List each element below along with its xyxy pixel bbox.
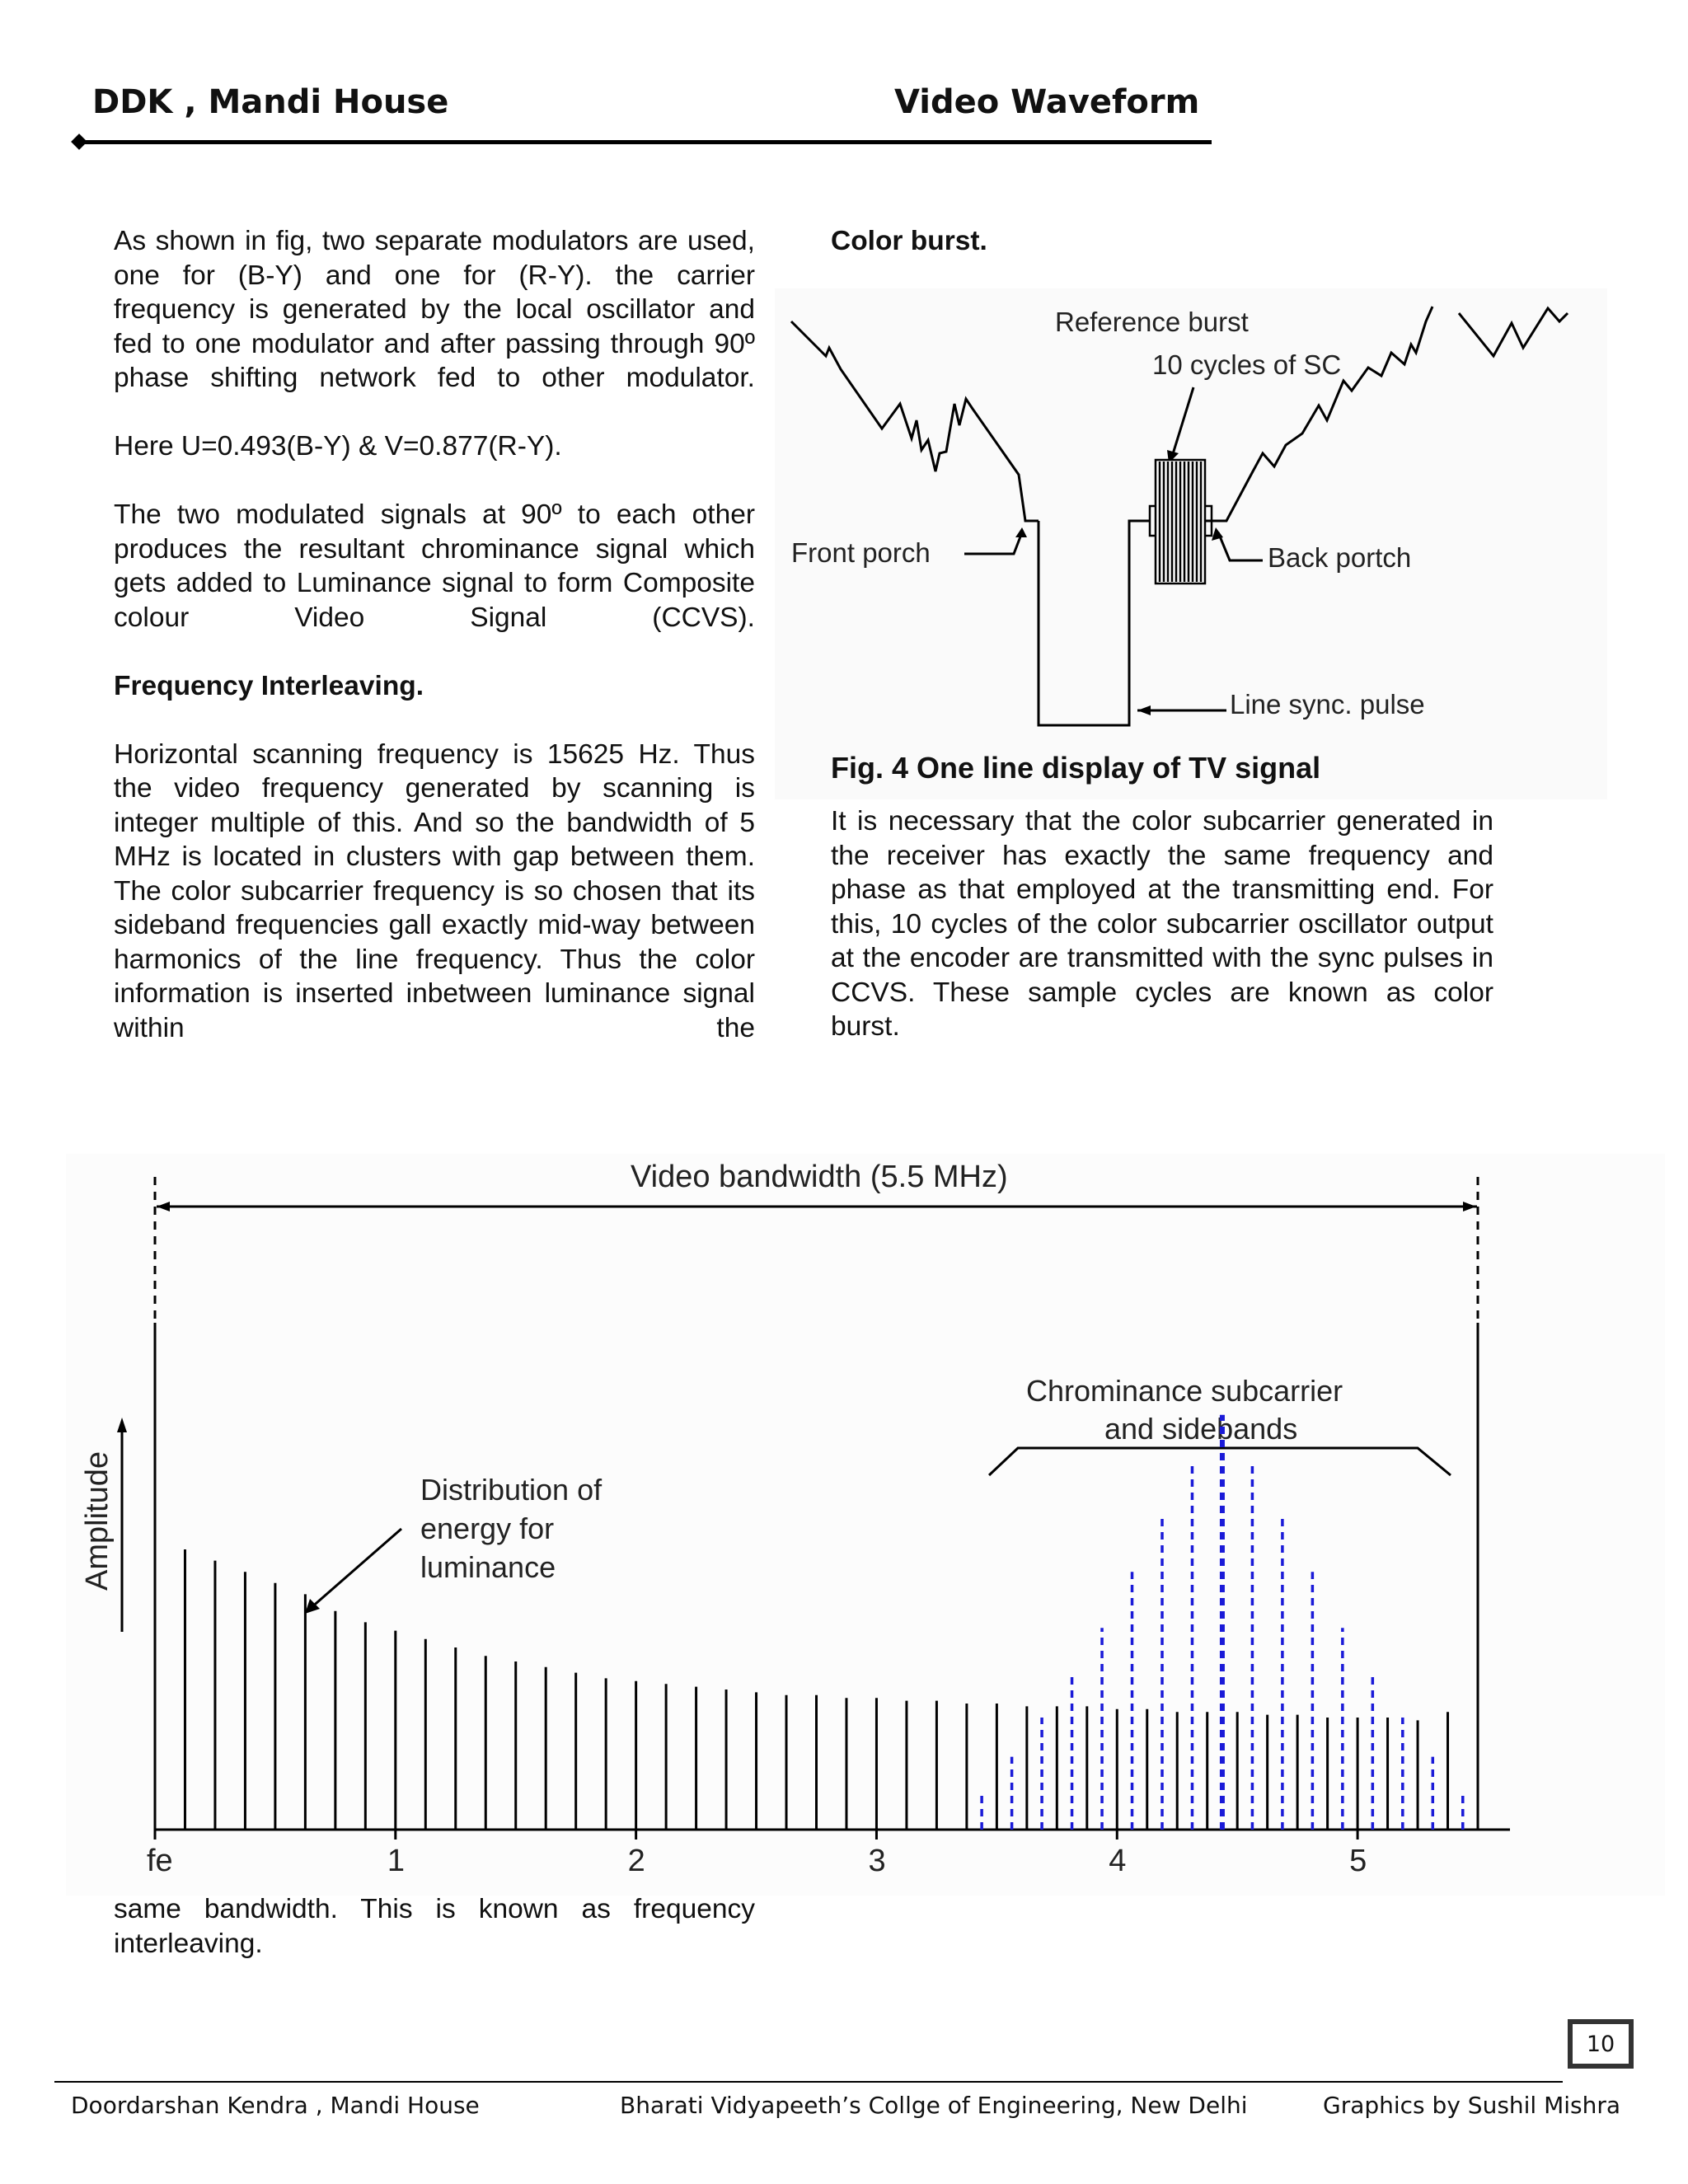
left-column	[114, 224, 755, 1080]
label-front-porch: Front porch	[791, 537, 931, 568]
footer-center: Bharati Vidyapeeth’s Collge of Engineering, New Delhi	[620, 2092, 1248, 2119]
paragraph-modulators: As shown in fig, two separate modulators are used, one for (B-Y) and one for (R-Y). the carrier frequency is generated by the local oscillator and fed to one modulator and after passing through 90º phase shifting network fed to other modulator.	[114, 226, 755, 393]
paragraph-uv: Here U=0.493(B-Y) & V=0.877(R-Y).	[114, 431, 562, 462]
x-tick-label-3: 3	[868, 1844, 886, 1878]
label-back-porch: Back portch	[1268, 542, 1412, 573]
color-burst-cycles	[1150, 460, 1212, 583]
paragraph-interleaving: Horizontal scanning frequency is 15625 Hz. Thus the video frequency generated by scanning is integer multiple of this. And so the bandwidth of 5 MHz is located in clusters with gap between them. The color subcarrier frequency is so chosen that its sideband frequencies gall exactly mid-way between harmonics of the line frequency. Thus the color information is inserted inbetween luminance signal within the	[114, 738, 755, 1043]
left-column-continued	[114, 1892, 755, 1995]
x-tick-label-4: 4	[1109, 1844, 1127, 1878]
right-column-heading-wrap	[831, 224, 1490, 293]
heading-color-burst: Color burst.	[831, 226, 987, 256]
label-video-bandwidth: Video bandwidth (5.5 MHz)	[631, 1160, 1008, 1194]
paragraph-interleaving-end: same bandwidth. This is known as frequency interleaving.	[114, 1894, 755, 1959]
footer-left: Doordarshan Kendra , Mandi House	[71, 2092, 480, 2119]
label-10-cycles: 10 cycles of SC	[1152, 349, 1342, 380]
label-reference-burst: Reference burst	[1055, 307, 1249, 337]
figure-caption: Fig. 4 One line display of TV signal	[831, 751, 1321, 785]
paragraph-chrominance: The two modulated signals at 90º to each other produces the resultant chrominance signal which gets added to Luminance signal to form Composite colour Video Signal (CCVS).	[114, 499, 755, 633]
x-tick-label-0: fe	[147, 1844, 173, 1878]
x-tick-label-5: 5	[1349, 1844, 1367, 1878]
heading-frequency-interleaving: Frequency Interleaving.	[114, 670, 424, 701]
figure-spectrum	[66, 1154, 1665, 1896]
label-luminance-3: luminance	[420, 1550, 556, 1584]
label-luminance-2: energy for	[420, 1511, 555, 1545]
label-chroma-2: and sidebands	[1104, 1412, 1298, 1446]
figure-line-display	[775, 288, 1607, 799]
label-chroma-1: Chrominance subcarrier	[1026, 1374, 1343, 1408]
x-tick-label-2: 2	[627, 1844, 645, 1878]
label-line-sync-pulse: Line sync. pulse	[1230, 689, 1425, 719]
page-number: 10	[1568, 2019, 1634, 2069]
x-tick-label-1: 1	[387, 1844, 405, 1878]
footer-rule	[54, 2081, 1563, 2083]
right-column	[831, 804, 1493, 1078]
paragraph-color-burst: It is necessary that the color subcarrier generated in the receiver has exactly the same frequency and phase as that employed at the transmitting end. For this, 10 cycles of the color subcarrier oscillator output at the encoder are transmitted with the sync pulses in CCVS. These sample cycles are known as color burst.	[831, 806, 1493, 1042]
header-right: Video Waveform	[894, 83, 1200, 121]
label-luminance-1: Distribution of	[420, 1473, 603, 1507]
header-left: DDK , Mandi House	[92, 83, 449, 121]
label-amplitude: Amplitude	[80, 1451, 115, 1591]
footer-right: Graphics by Sushil Mishra	[1323, 2092, 1621, 2119]
header-rule	[79, 140, 1212, 144]
